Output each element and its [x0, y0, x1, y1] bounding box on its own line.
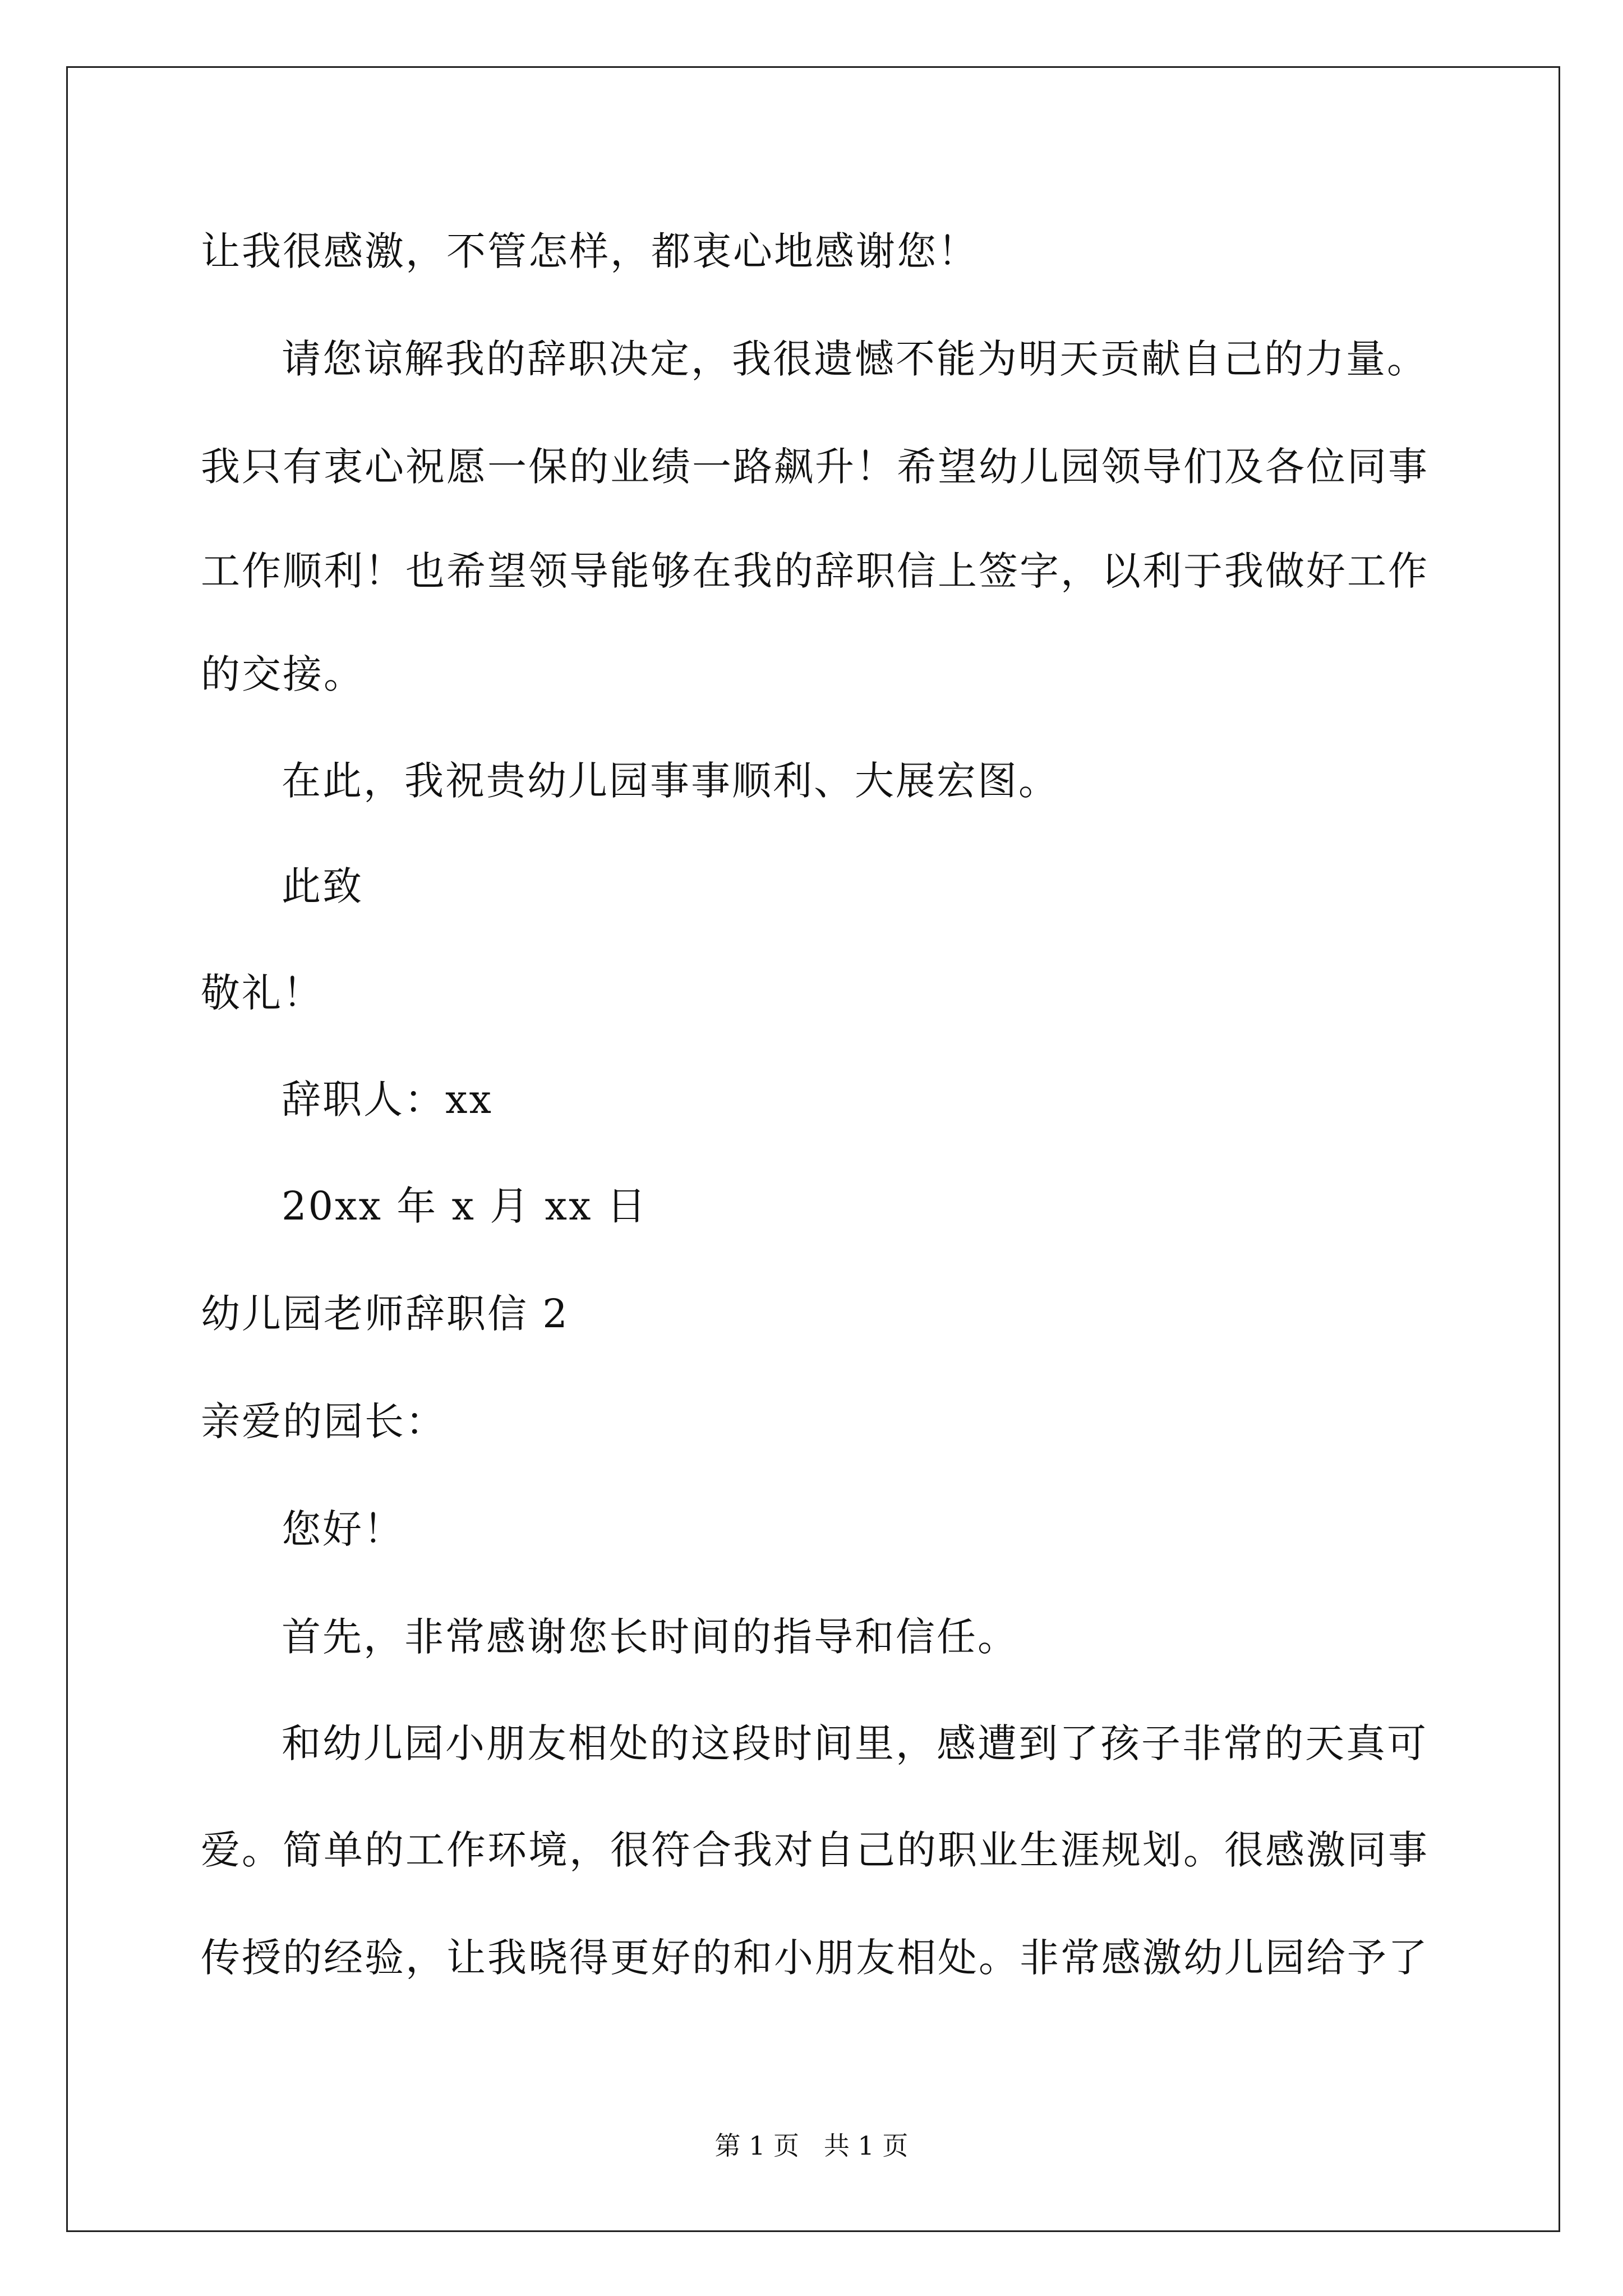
body-line-1: 让我很感激，不管怎样，都衷心地感谢您！: [201, 228, 979, 274]
body-line-5: 的交接。: [201, 651, 365, 697]
body-line-4: 工作顺利！也希望领导能够在我的辞职信上签字，以利于我做好工作: [201, 548, 1429, 594]
letter-hello: 您好！: [282, 1506, 404, 1552]
section-title: 幼儿园老师辞职信 2: [201, 1291, 569, 1337]
body-line-3: 我只有衷心祝愿一保的业绩一路飙升！希望幼儿园领导们及各位同事: [201, 444, 1429, 490]
closing-regards: 敬礼！: [201, 970, 324, 1016]
body-line-14: 首先，非常感谢您长时间的指导和信任。: [282, 1614, 1018, 1660]
closing-salutation: 此致: [282, 863, 363, 909]
date-line: 20xx 年 x 月 xx 日: [282, 1183, 648, 1229]
page-border: [66, 66, 1560, 2232]
body-line-17: 传授的经验，让我晓得更好的和小朋友相处。非常感激幼儿园给予了: [201, 1935, 1429, 1981]
body-line-6: 在此，我祝贵幼儿园事事顺利、大展宏图。: [282, 758, 1059, 804]
body-line-15: 和幼儿园小朋友相处的这段时间里，感遭到了孩子非常的天真可: [282, 1720, 1428, 1766]
body-line-16: 爱。简单的工作环境，很符合我对自己的职业生涯规划。很感激同事: [201, 1827, 1429, 1873]
body-line-2: 请您谅解我的辞职决定，我很遗憾不能为明天贡献自己的力量。: [282, 336, 1428, 382]
signatory: 辞职人：xx: [282, 1076, 493, 1122]
page-indicator: 第 1 页 共 1 页: [714, 2131, 909, 2161]
letter-greeting: 亲爱的园长：: [201, 1398, 446, 1444]
